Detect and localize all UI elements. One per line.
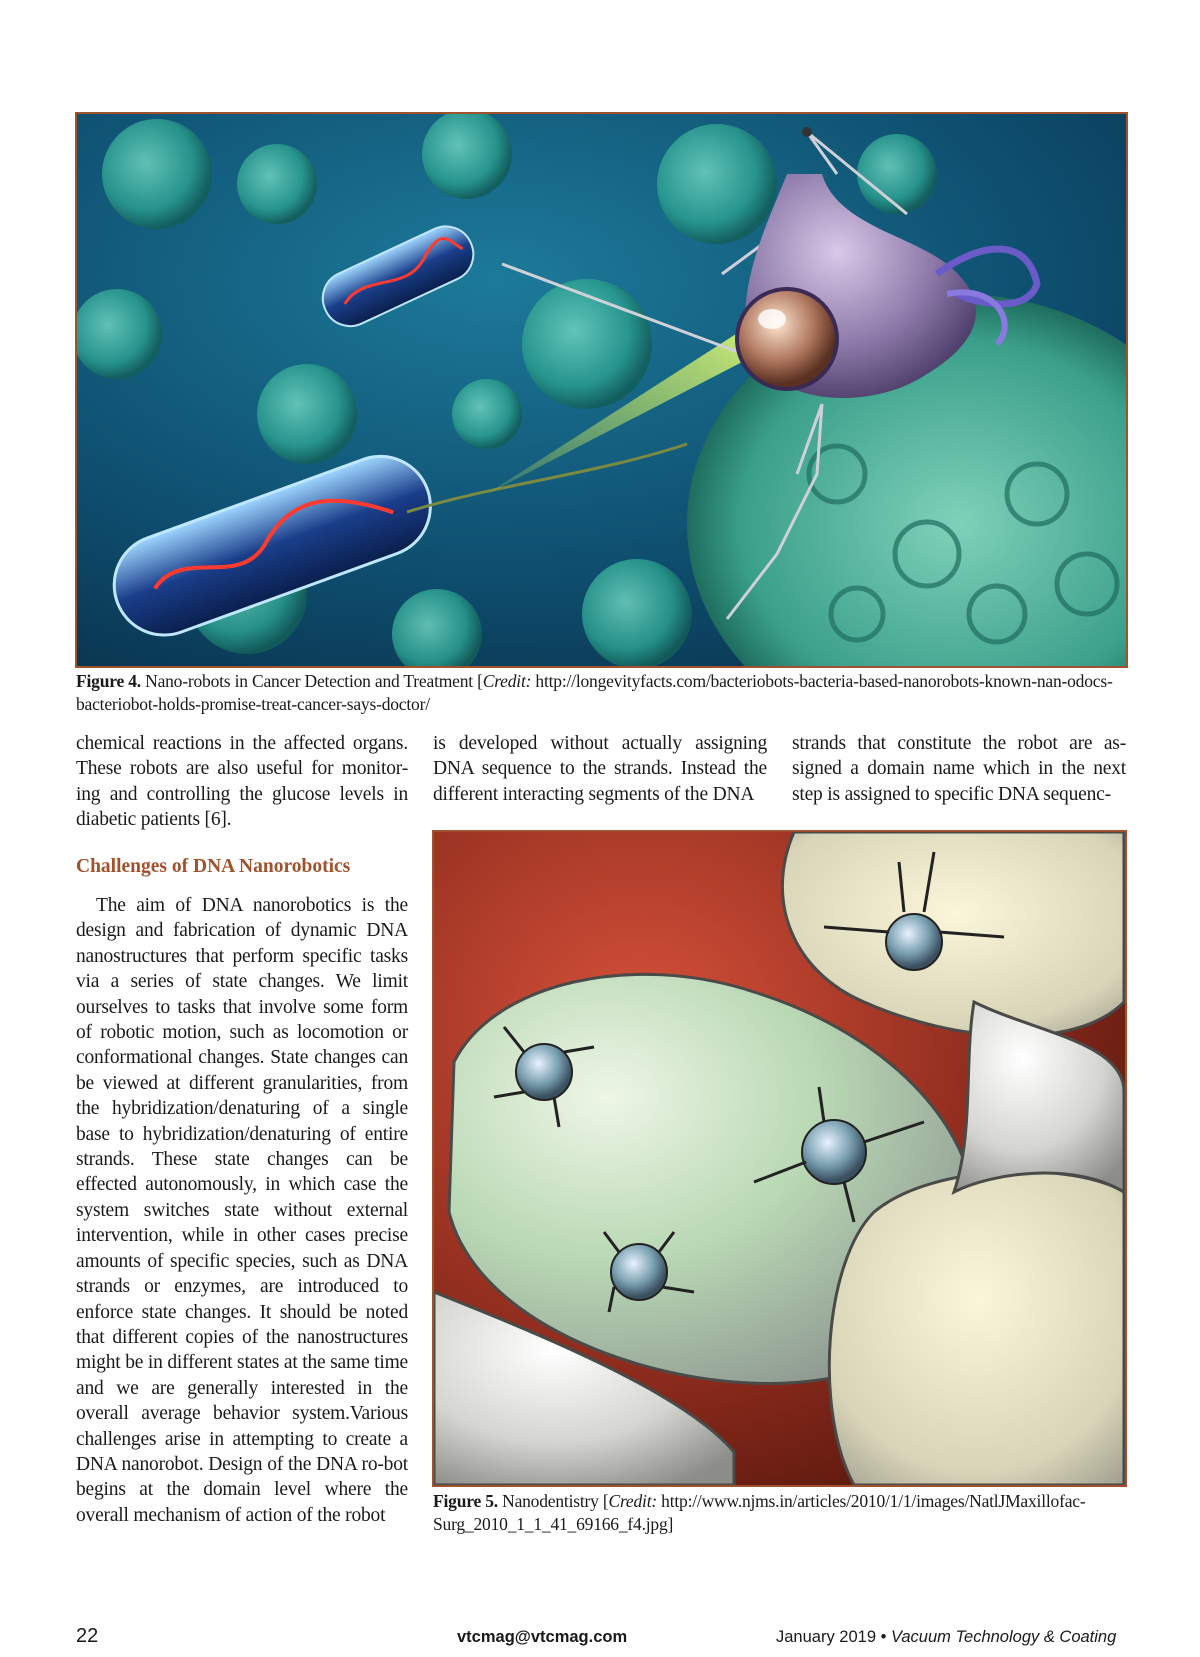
footer-issue	[776, 1628, 1116, 1647]
column-3-text: strands that constitute the robot are as-signed a domain name which in the next step is assigned to specific DNA sequenc-	[792, 733, 1126, 805]
figure-4-credit-label: Credit:	[482, 671, 532, 691]
figure-5-credit-url: http://www.njms.in/articles/2010/1/1/images/NatlJMaxillofac-Surg_2010_1_1_41_69166_f4.jpg]	[433, 1491, 1086, 1534]
page-number: 22	[76, 1625, 99, 1647]
figure-5-caption	[433, 1490, 1128, 1536]
footer-issue-date: January 2019	[776, 1628, 876, 1646]
column-1-top-text: chemical reactions in the affected organs. These robots are also useful for monitor-ing and controlling the glucose levels in diabetic patients [6].	[76, 733, 408, 831]
figure-4-caption-text: Nano-robots in Cancer Detection and Treatment [	[140, 671, 483, 691]
figure-4-caption	[76, 670, 1128, 716]
footer-magazine-name: Vacuum Technology & Coating	[890, 1628, 1117, 1646]
figure-5-credit-label: Credit:	[608, 1491, 657, 1511]
figure-5-caption-text: Nanodentistry [	[497, 1491, 609, 1511]
column-1-body-text: The aim of DNA nanorobotics is the design and fabrication of dynamic DNA nanostructures that perform specific tasks via a series of state changes. We limit ourselves to tasks that involve some form of robotic motion, such as locomotion or conformational changes. State changes can be viewed at different granularities, from the hybridization/denaturing of a single base to hybridization/denaturing of entire strands. These state changes can be effected autonomously, in which case the system switches state without external intervention, while in other cases precise amounts of specific species, such as DNA strands or enzymes, are introduced to enforce state changes. It should be noted that different copies of the nanostructures might be in different states at the same time and we are generally interested in the overall average behavior system.Various challenges arise in attempting to create a DNA nanorobot. Design of the DNA ro-bot begins at the domain level where the overall mechanism of action of the robot	[76, 895, 408, 1526]
figure-5-label: Figure 5.	[433, 1491, 498, 1511]
section-heading: Challenges of DNA Nanorobotics	[76, 856, 351, 877]
figure-4-image	[75, 112, 1128, 668]
footer-email: vtcmag@vtcmag.com	[457, 1628, 628, 1646]
figure-4-credit-url: http://longevityfacts.com/bacteriobots-bacteria-based-nanorobots-known-nan-odocs-bacteriobot-holds-promise-treat-cancer-says-doctor/	[76, 671, 1113, 714]
footer-bullet: •	[876, 1628, 891, 1646]
figure-5-image	[432, 830, 1127, 1487]
column-2-text: is developed without actually assigning DNA sequence to the strands. Instead the different interacting segments of the DNA	[433, 733, 767, 805]
figure-4-label: Figure 4.	[76, 671, 141, 691]
